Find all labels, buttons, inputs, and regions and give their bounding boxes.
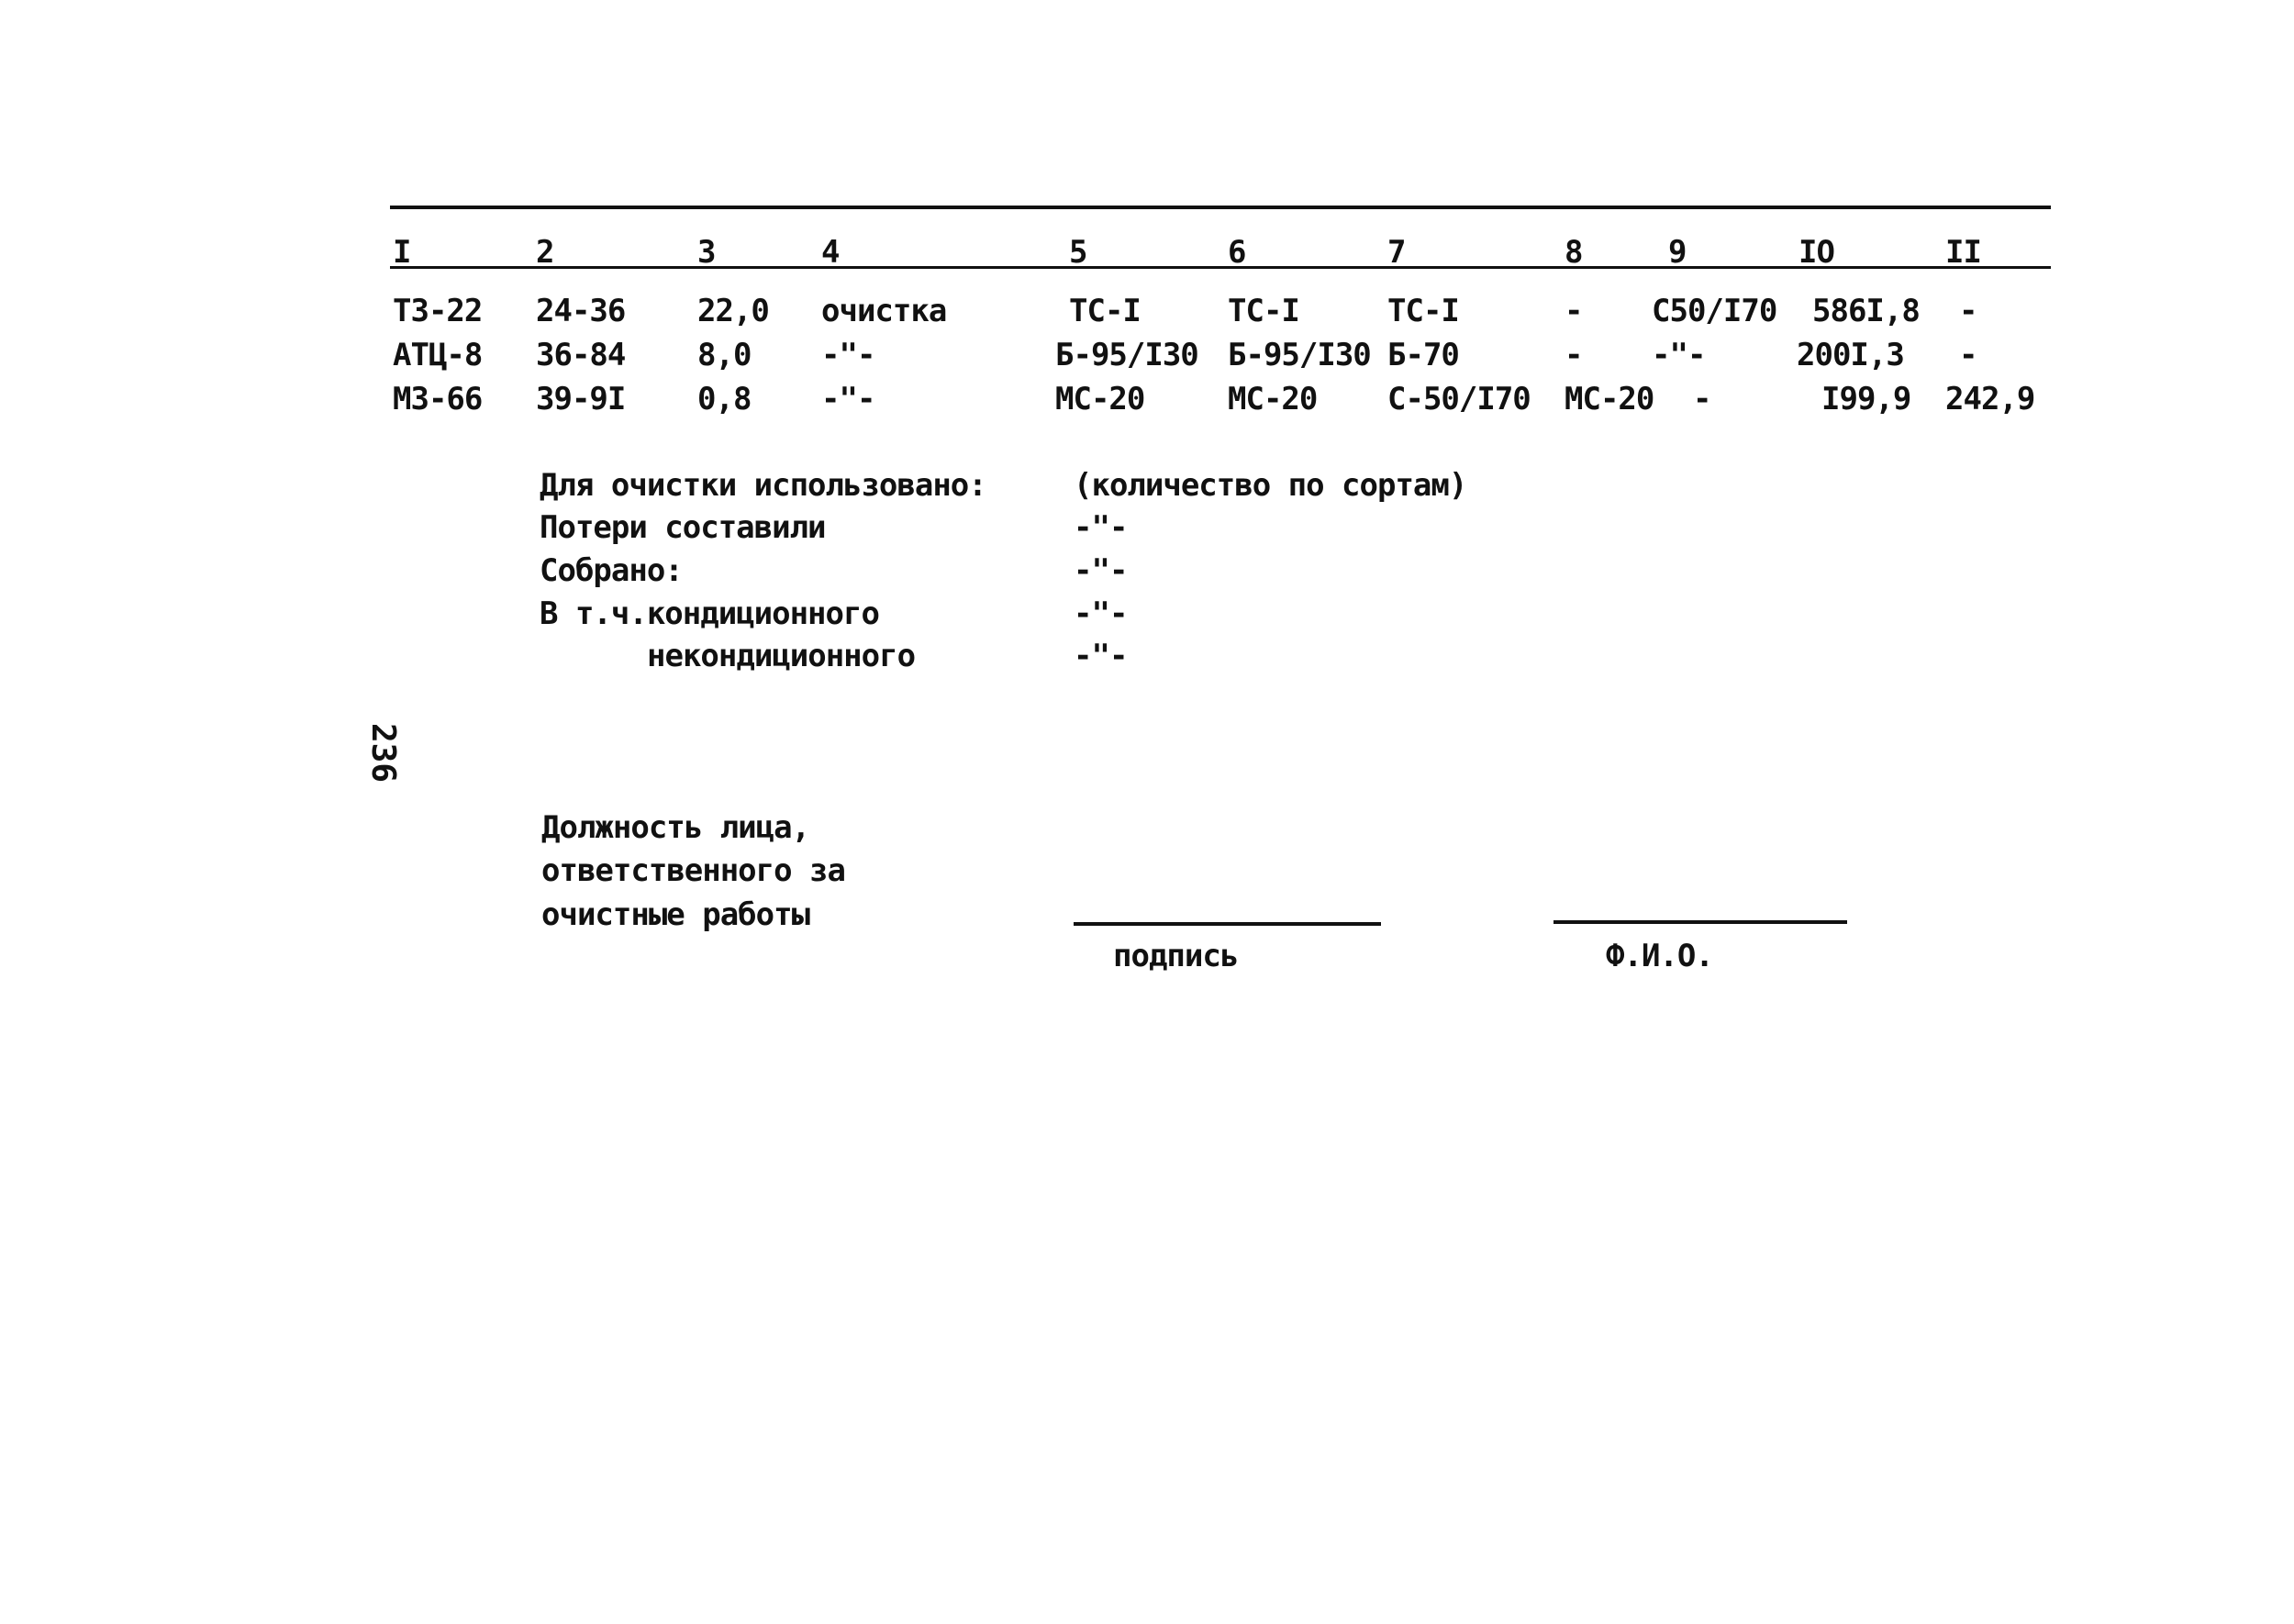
cell: 586I,8 <box>1812 293 1920 329</box>
position-line-1: Должность лица, <box>541 809 810 846</box>
cell: Б-95/I30 <box>1055 337 1198 373</box>
cell: Б-70 <box>1387 337 1459 373</box>
page-number: 236 <box>364 722 403 784</box>
summary-collected-label: Собрано: <box>540 552 683 589</box>
cell: 200I,3 <box>1797 337 1904 373</box>
cell: АТЦ-8 <box>393 337 483 373</box>
cell: ТС-I <box>1387 293 1459 329</box>
cell: - <box>1959 293 1977 329</box>
summary-cond-label: В т.ч.кондиционного <box>540 595 879 632</box>
cell: 24-36 <box>536 293 626 329</box>
header-col-7: 7 <box>1387 234 1406 271</box>
summary-losses-value: -"- <box>1074 509 1128 546</box>
header-col-3: 3 <box>697 234 716 271</box>
cell: 22,0 <box>697 293 769 329</box>
summary-noncond-value: -"- <box>1074 638 1128 674</box>
cell: 36-84 <box>536 337 626 373</box>
header-col-11: II <box>1945 234 1981 271</box>
cell: Б-95/I30 <box>1228 337 1371 373</box>
summary-cond-value: -"- <box>1074 595 1128 632</box>
cell: 242,9 <box>1945 381 2035 417</box>
cell: -"- <box>1652 337 1706 373</box>
cell: С50/I70 <box>1652 293 1777 329</box>
cell: 0,8 <box>697 381 752 417</box>
header-col-6: 6 <box>1228 234 1246 271</box>
cell: МС-20 <box>1565 381 1654 417</box>
header-col-1: I <box>393 234 411 271</box>
cell: ТС-I <box>1228 293 1299 329</box>
cell: I99,9 <box>1821 381 1911 417</box>
name-line <box>1553 920 1847 924</box>
cell: С-50/I70 <box>1387 381 1531 417</box>
cell: - <box>1565 337 1583 373</box>
table-top-rule <box>390 206 2051 209</box>
summary-used-value: (количество по сортам) <box>1074 467 1467 504</box>
cell: 39-9I <box>536 381 626 417</box>
cell: ТС-I <box>1069 293 1141 329</box>
position-line-3: очистные работы <box>541 896 810 933</box>
header-col-9: 9 <box>1668 234 1687 271</box>
header-col-4: 4 <box>821 234 840 271</box>
cell: - <box>1565 293 1583 329</box>
summary-collected-value: -"- <box>1074 552 1128 589</box>
summary-losses-label: Потери составили <box>540 509 826 546</box>
position-line-2: ответственного за <box>541 852 845 889</box>
cell: МС-20 <box>1055 381 1145 417</box>
summary-used-label: Для очистки использовано: <box>540 467 986 504</box>
cell: МЗ-66 <box>393 381 483 417</box>
cell: ТЗ-22 <box>393 293 483 329</box>
cell: МС-20 <box>1228 381 1318 417</box>
cell: -"- <box>821 381 875 417</box>
cell: - <box>1959 337 1977 373</box>
header-col-8: 8 <box>1565 234 1583 271</box>
name-label: Ф.И.О. <box>1606 938 1713 974</box>
cell: очистка <box>821 293 947 329</box>
signature-line <box>1074 922 1381 926</box>
cell: - <box>1693 381 1711 417</box>
header-col-10: IO <box>1798 234 1834 271</box>
summary-noncond-label: некондиционного <box>647 638 916 674</box>
header-col-2: 2 <box>536 234 554 271</box>
cell: -"- <box>821 337 875 373</box>
header-col-5: 5 <box>1069 234 1087 271</box>
cell: 8,0 <box>697 337 752 373</box>
signature-label: подпись <box>1113 938 1239 974</box>
